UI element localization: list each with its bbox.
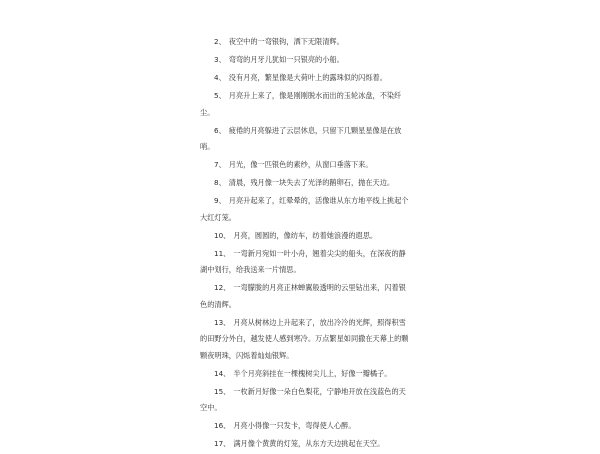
item-text: 没有月亮，繁星像是大荷叶上的露珠似的闪烁着。	[228, 73, 387, 82]
list-item	[200, 52, 412, 69]
item-number: 13、	[214, 317, 231, 327]
item-text: 一枚新月好像一朵白色梨花，宁静地开放在浅蓝色的天空中。	[200, 386, 406, 412]
item-number: 4、	[214, 73, 226, 82]
list-item	[200, 34, 412, 51]
list-item	[200, 193, 412, 226]
list-item	[200, 228, 412, 245]
list-item	[200, 366, 412, 383]
list-item	[200, 280, 412, 313]
item-number: 9、	[214, 196, 226, 205]
item-text: 月亮小得像一只发卡，弯得使人心醉。	[233, 421, 356, 430]
item-number: 8、	[214, 178, 226, 187]
item-text: 月亮，圆圆的，像纺车，纺着她浪漫的遐思。	[233, 230, 378, 240]
item-text: 一弯朦胧的月亮正林蝉翼般透明的云里钻出来，闪着银色的清辉。	[200, 283, 406, 309]
item-text: 清晨，残月像一块失去了光泽的鹅卵石，抛在天边。	[228, 178, 395, 187]
list-item	[200, 384, 412, 417]
item-text: 半个月亮斜挂在一棵槐树尖儿上，好像一瓣橘子。	[233, 368, 392, 378]
item-text: 月光，像一匹银色的素纱，从窗口垂落下来。	[228, 160, 373, 169]
item-text: 月亮从树林边上升起来了，放出冷冷的光辉，照得积雪的田野分外白，越发使人感到寒冷。万点繁星如同撒在天幕上的颗颗夜明珠，闪烁着灿灿银辉。	[200, 317, 409, 360]
item-number: 5、	[214, 91, 226, 100]
item-number: 6、	[214, 125, 226, 135]
item-text: 夜空中的一弯银钩，洒下无限清辉。	[228, 37, 344, 46]
item-text: 满月像个黄黄的灯笼，从东方天边挑起在天空。	[233, 439, 385, 448]
item-number: 17、	[214, 439, 231, 448]
item-text: 弯弯的月牙儿犹如一只银亮的小船。	[228, 55, 344, 64]
item-text: 疲倦的月亮躲进了云层休息，只留下几颗星星像是在放哨。	[200, 125, 402, 151]
list-item	[200, 436, 412, 453]
item-number: 3、	[214, 55, 226, 64]
item-number: 10、	[214, 230, 231, 240]
list-item	[200, 315, 412, 365]
item-number: 2、	[214, 37, 226, 46]
item-text: 月亮升上来了，像是刚刚脱水而出的玉轮冰盘，不染纤尘。	[200, 91, 402, 117]
item-text: 一弯新月宛如一叶小舟，翘着尖尖的船头，在深夜的静湖中划行，给我送来一片情思。	[200, 248, 406, 274]
list-item	[200, 246, 412, 279]
list-item	[200, 175, 412, 192]
list-item	[200, 123, 412, 156]
list-item	[200, 70, 412, 87]
item-number: 7、	[214, 160, 226, 169]
item-number: 11、	[214, 248, 231, 258]
list-item	[200, 418, 412, 435]
list-item	[200, 88, 412, 121]
item-text: 月亮升起来了，红晕晕的，活像谁从东方地平线上挑起个大红灯笼。	[200, 196, 409, 222]
item-number: 16、	[214, 421, 231, 430]
item-number: 12、	[214, 283, 231, 292]
item-number: 14、	[214, 368, 231, 378]
item-number: 15、	[214, 386, 231, 396]
sentence-list	[200, 34, 412, 454]
list-item	[200, 157, 412, 174]
